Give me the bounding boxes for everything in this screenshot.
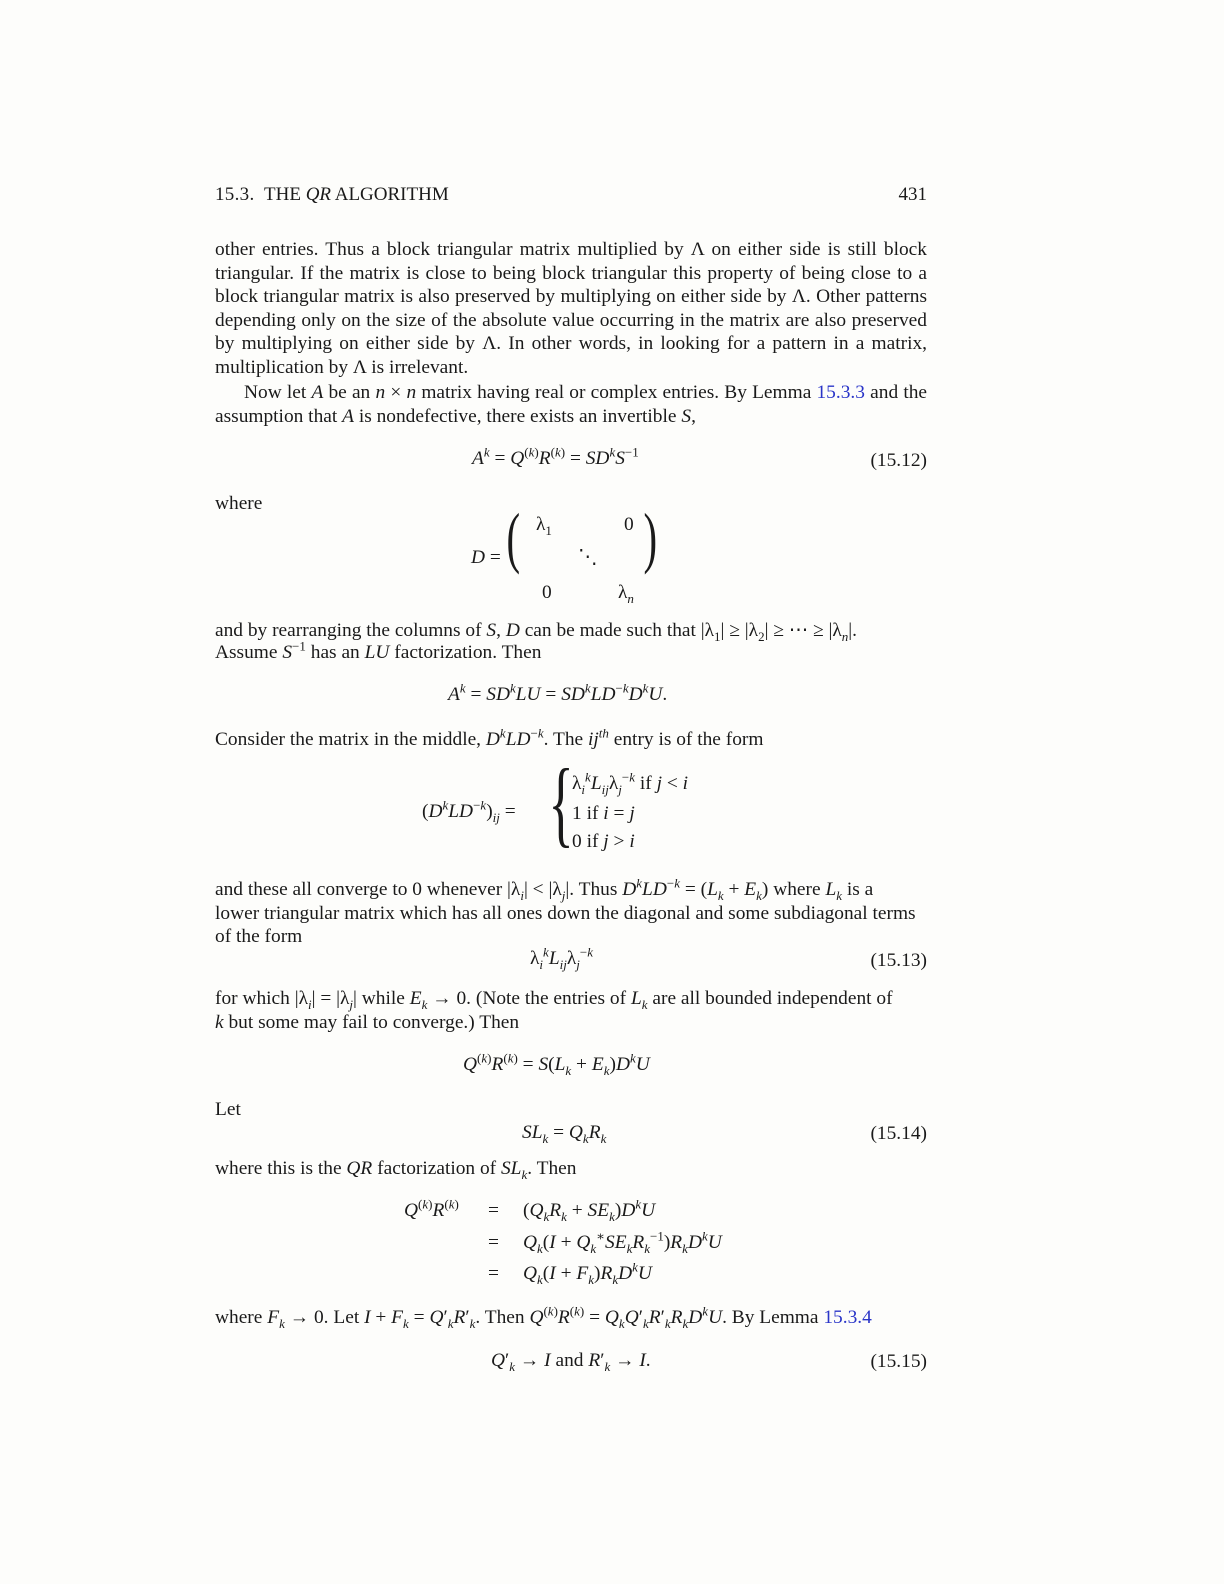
text-where: where xyxy=(215,493,263,514)
text-line: and these all converge to 0 whenever $|\lambda_i| < |\lambda_j|$. Thus $D^kLD^{-k} = (L_k + E_k)$ where $L_k$ is a xyxy=(215,875,874,903)
lemma-link-15-3-4[interactable]: 15.3.4 xyxy=(823,1307,872,1328)
text-line: for which $|\lambda_i| = |\lambda_j|$ while $E_k \to 0$. (Note the entries of $L_k$ are all bounded independent of xyxy=(215,988,893,1012)
section-title: 15.3. THE QR ALGORITHM xyxy=(215,184,449,205)
equation-15-15: $Q'_k \to I$ and $R'_k \to I$. xyxy=(491,1350,651,1374)
paragraph-1: other entries. Thus a block triangular matrix multiplied by Λ on either side is still block triangular. If the matrix is close to being block triangular this property of being close to a block triangular matrix is also preserved by multiplying on either side by Λ. Other patterns depending only on the size of the absolute value occurring in the matrix are also preserved by multiplying on either side by Λ. In other words, in looking for a pattern in a matrix, multiplication by Λ is irrelevant. xyxy=(215,239,927,378)
equation-number: (15.14) xyxy=(870,1123,927,1144)
lemma-link-15-3-3[interactable]: 15.3.3 xyxy=(816,382,865,403)
equation-number: (15.15) xyxy=(870,1351,927,1372)
text-line: of the form xyxy=(215,926,303,947)
equation-ak-factor: $A^k = SD^kLU = SD^kLD^{-k}D^kU$. xyxy=(448,680,668,705)
text-let: Let xyxy=(215,1099,241,1120)
text-line: and by rearranging the columns of S, D can be made such that $|\lambda_1| \ge |\lambda_2|$ ≥ ⋯ ≥ $|\lambda_n|$. xyxy=(215,620,858,644)
text-line: lower triangular matrix which has all ones down the diagonal and some subdiagonal terms xyxy=(215,903,916,924)
running-header xyxy=(215,184,927,206)
equation-number: (15.12) xyxy=(870,450,927,471)
text-line: k but some may fail to converge.) Then xyxy=(215,1012,520,1033)
equation-15-12: $A^k = Q^{(k)}R^{(k)} = SD^kS^{-1}$ xyxy=(472,444,639,469)
text-line: where $F_k \to 0$. Let $I + F_k = Q'_kR'_k$. Then $Q^{(k)}R^{(k)} = Q_kQ'_kR'_kR_kD^kU$. By Lemma 15.3.4 xyxy=(215,1303,872,1331)
equation-qr-sl: $Q^{(k)}R^{(k)} = S(L_k + E_k)D^kU$ xyxy=(463,1050,650,1078)
text-line: Consider the matrix in the middle, $D^kLD^{-k}$. The $ij^{th}$ entry is of the form xyxy=(215,725,764,750)
page-number: 431 xyxy=(898,184,927,205)
equation-15-14: $SL_k = Q_kR_k$ xyxy=(522,1122,607,1146)
document-page: 15.3. THE QR ALGORITHM 431 other entries. Thus a block triangular matrix multiplied by Λ on either side is still block triangular. If the matrix is close to being block triangular this property of being close to a block triangular matrix is also preserved by multiplying on either side by Λ. Other patterns depending only on the size of the absolute value occurring in the matrix are also preserved by multiplying on either side by Λ. In other words, in looking for a pattern in a matrix, multiplication by Λ is irrelevant. Now let A be an n × n matrix having real or complex entries. By Lemma 15.3.3 and the assumption that A is nondefective, there exists an invertible S, $A^k = Q^{(k)}R^{(k)} = SD^kS^{-1}$ (15.12) where D = ( ) $\lambda_1$ 0 ⋱ 0 $\lambda_n$ and by rearranging the columns of S, D can be made such that $|\lambda_1| \ge |\lambda_2|$ ≥ ⋯ ≥ $|\lambda_n|$. Assume $S^{-1}$ has an LU factorization. Then $A^k = SD^kLU = SD^kLD^{-k}D^kU$. Consider the matrix in the middle, $D^kLD^{-k}$. The $ij^{th}$ entry is of the form $(D^kLD^{-k})_{ij}$ = { $\lambda_i^kL_{ij}\lambda_j^{-k}$ if j < i 1 if i = j 0 if j > i and these all converge to 0 whenever $|\lambda_i| < |\lambda_j|$. Thus $D^kLD^{-k} = (L_k + E_k)$ where $L_k$ is a lower triangular matrix which has all ones down the diagonal and some subdiagonal terms of the form $\lambda_i^kL_{ij}\lambda_j^{-k}$ (15.13) for which $|\lambda_i| = |\lambda_j|$ while $E_k \to 0$. (Note the entries of $L_k$ are all bounded independent of k but some may fail to converge.) Then $Q^{(k)}R^{(k)} = S(L_k + E_k)D^kU$ Let $SL_k = Q_kR_k$ (15.14) where this is the QR factorization of $SL_k$. Then $Q^{(k)}R^{(k)}$ = $(Q_kR_k + SE_k)D^kU$ = $Q_k(I + Q_k^∗SE_kR_k^{-1})R_kD^kU$ = $Q_k(I + F_k)R_kD^kU$ where $F_k \to 0$. Let $I + F_k = Q'_kR'_k$. Then $Q^{(k)}R^{(k)} = Q_kQ'_kR'_kR_kD^kU$. By Lemma 15.3.4 $Q'_k \to I$ and $R'_k \to I$. (15.15) xyxy=(215,184,928,1374)
paragraph-2: Now let A be an n × n matrix having real or complex entries. By Lemma 15.3.3 and the assumption that A is nondefective, there exists an invertible S, xyxy=(215,382,928,427)
text-line: where this is the QR factorization of $SL_k$. Then xyxy=(215,1158,577,1182)
text-line: Assume $S^{-1}$ has an LU factorization. Then xyxy=(215,638,542,663)
equation-15-13: $\lambda_i^kL_{ij}\lambda_j^{-k}$ xyxy=(530,944,593,972)
equation-number: (15.13) xyxy=(870,950,927,971)
